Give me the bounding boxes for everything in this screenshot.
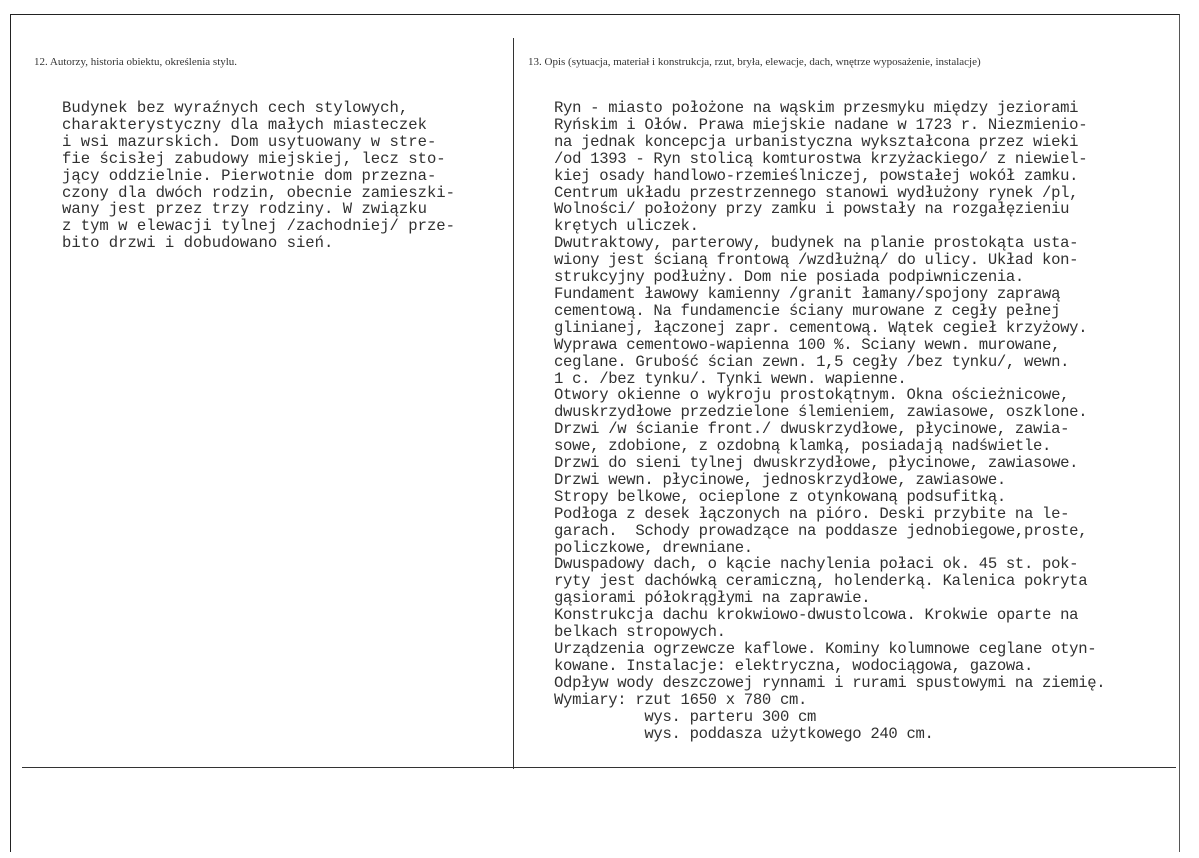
column-divider	[513, 38, 514, 769]
section-13-header: 13. Opis (sytuacja, materiał i konstrukcja, rzut, bryła, elewacje, dach, wnętrze wyposażenie, instalacje)	[528, 56, 981, 68]
bottom-rule	[22, 767, 1176, 768]
section-12-header: 12. Autorzy, historia obiektu, określenia stylu.	[34, 56, 238, 68]
building-description-text: Ryn - miasto położone na wąskim przesmyku między jeziorami Ryńskim i Ołów. Prawa miejskie nadane w 1723 r. Niezmienio- na jednak koncepcja urbanistyczna wykształcona przez wieki /od 1393 - Ryn stolicą komturostwa krzyżackiego/ z niewiel- kiej osady handlowo-rzemieślniczej, powstałej wokół zamku. Centrum układu przestrzennego stanowi wydłużony rynek /pl, Wolności/ położony przy zamku i powstały na rozgałęzieniu krętych uliczek. Dwutraktowy, parterowy, budynek na planie prostokąta usta- wiony jest ścianą frontową /wzdłużną/ do ulicy. Układ kon- strukcyjny podłużny. Dom nie posiada podpiwniczenia. Fundament ławowy kamienny /granit łamany/spojony zaprawą cementową. Na fundamencie ściany murowane z cegły pełnej glinianej, łączonej zapr. cementową. Wątek cegieł krzyżowy. Wyprawa cementowo-wapienna 100 %. Sciany wewn. murowane, ceglane. Grubość ścian zewn. 1,5 cegły /bez tynku/, wewn. 1 c. /bez tynku/. Tynki wewn. wapienne. Otwory okienne o wykroju prostokątnym. Okna ościeżnicowe, dwuskrzydłowe przedzielone ślemieniem, zawiasowe, oszklone. Drzwi /w ścianie front./ dwuskrzydłowe, płycinowe, zawia- sowe, zdobione, z ozdobną klamką, posiadają nadświetle. Drzwi do sieni tylnej dwuskrzydłowe, płycinowe, zawiasowe. Drzwi wewn. płycinowe, jednoskrzydłowe, zawiasowe. Stropy belkowe, ocieplone z otynkowaną podsufitką. Podłoga z desek łączonych na pióro. Deski przybite na le- garach. Schody prowadzące na poddasze jednobiegowe,proste, policzkowe, drewniane. Dwuspadowy dach, o kącie nachylenia połaci ok. 45 st. pok- ryty jest dachówką ceramiczną, holenderką. Kalenica pokryta gąsiorami półokrągłymi na zaprawie. Konstrukcja dachu krokwiowo-dwustolcowa. Krokwie oparte na belkach stropowych. Urządzenia ogrzewcze kaflowe. Kominy kolumnowe ceglane otyn- kowane. Instalacje: elektryczna, wodociągowa, gazowa. Odpływ wody deszczowej rynnami i rurami spustowymi na ziemię. Wymiary: rzut 1650 x 780 cm. wys. parteru 300 cm wys. poddasza użytkowego 240 cm.	[554, 99, 1106, 743]
authors-history-style-text: Budynek bez wyraźnych cech stylowych, charakterystyczny dla małych miasteczek i wsi mazurskich. Dom usytuowany w stre- fie ścisłej zabudowy miejskiej, lecz sto- jący oddzielnie. Pierwotnie dom przezna- czony dla dwóch rodzin, obecnie zamieszki- wany jest przez trzy rodziny. W związku z tym w elewacji tylnej /zachodniej/ prze- bito drzwi i dobudowano sień.	[62, 99, 456, 253]
